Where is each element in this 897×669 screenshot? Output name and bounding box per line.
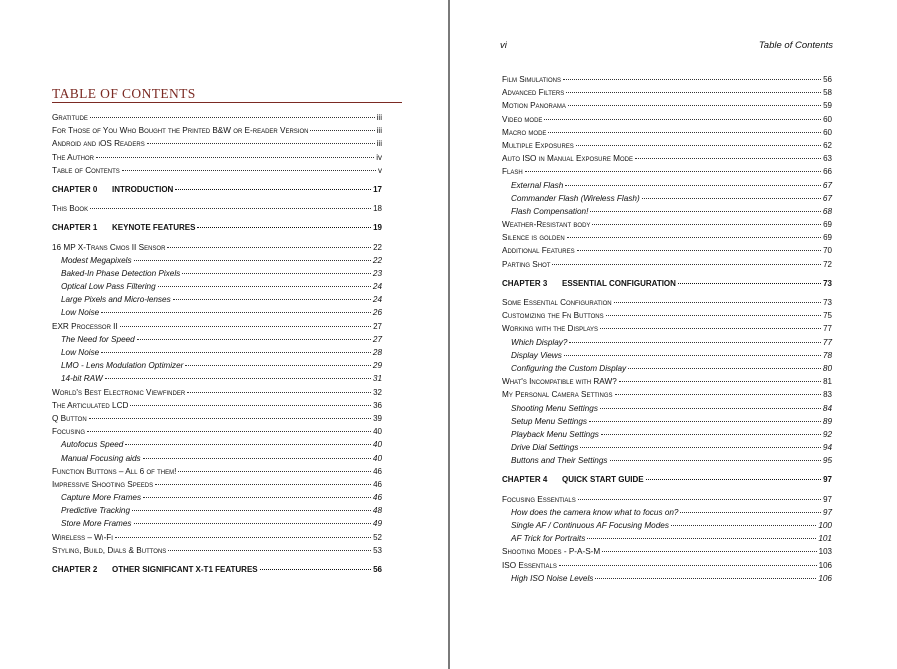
toc-entry-label: High ISO Noise Levels [511,573,594,583]
dot-leader [671,525,816,526]
toc-entry-label: EXR Processor II [52,321,118,331]
toc-entry-label: Baked-In Phase Detection Pixels [61,268,181,278]
toc-page-number: 89 [822,416,832,426]
toc-page-number: 18 [373,204,382,214]
toc-section-entry[interactable] [52,241,382,254]
toc-entry-label: Weather-Resistant body [502,220,591,230]
toc-section-entry[interactable] [502,375,832,388]
toc-page-number: 94 [822,443,832,453]
toc-page-number: 95 [822,456,832,466]
toc-entry-label: Configuring the Custom Display [511,363,627,373]
toc-section-entry[interactable] [502,139,832,152]
dot-leader [173,299,371,300]
dot-leader [310,130,374,131]
toc-page-number: 84 [822,403,832,413]
toc-page-number: 100 [818,521,832,530]
dot-leader [577,250,821,251]
left-toc-list [52,111,382,582]
left-page [0,0,448,669]
toc-entry-label: Capture More Frames [61,493,142,503]
toc-entry-label: Wireless – Wi-Fi [52,532,113,542]
toc-entry-label: Advanced Filters [502,88,565,98]
toc-page-number: iv [376,152,382,162]
toc-page-number: iii [376,139,382,149]
toc-page-number: 46 [373,466,382,476]
dot-leader [122,170,376,171]
dot-leader [602,551,816,552]
toc-entry-label: Auto ISO in Manual Exposure Mode [502,154,633,164]
toc-subsection-entry[interactable] [502,336,832,349]
toc-page-number: 67 [822,193,832,203]
toc-subsection-entry[interactable] [52,254,382,267]
toc-page-number: 39 [373,413,382,423]
toc-section-entry[interactable] [52,202,382,215]
dot-leader [158,286,371,287]
dot-leader [576,145,821,146]
toc-entry-label: Setup Menu Settings [511,416,588,426]
dot-leader [187,392,371,393]
toc-page-number: 97 [823,494,832,504]
toc-page-number: 106 [818,573,832,583]
toc-subsection-entry[interactable] [502,205,832,218]
toc-page-number: v [378,165,382,175]
toc-page-number: 60 [823,114,832,124]
dot-leader [182,273,371,274]
toc-subsection-entry[interactable] [502,506,832,519]
dot-leader [635,158,821,159]
chapter-title: QUICK START GUIDE [562,475,644,485]
toc-page-number: 80 [822,363,832,373]
toc-subsection-entry[interactable] [52,438,382,451]
toc-page-number: 24 [372,282,382,292]
toc-page-number: 106 [818,560,832,570]
toc-entry-label: Gratitude [52,113,88,122]
dot-leader [565,185,821,186]
toc-subsection-entry[interactable] [502,519,832,532]
dot-leader [548,132,821,133]
toc-page-number: 40 [372,453,382,463]
dot-leader [168,550,371,551]
dot-leader [601,434,821,435]
toc-entry-label: Q Button [52,413,87,423]
toc-entry-label: Motion Panorama [502,101,566,111]
toc-subsection-entry[interactable] [502,192,832,205]
dot-leader [96,157,374,158]
toc-subsection-entry[interactable] [502,415,832,428]
toc-section-entry[interactable] [52,111,382,124]
dot-leader [143,497,371,498]
toc-section-entry[interactable] [502,322,832,335]
toc-entry-label: AF Trick for Portraits [511,534,586,544]
toc-subsection-entry[interactable] [52,333,382,346]
toc-entry-label: Film Simulations [502,75,561,84]
dot-leader [646,479,821,480]
dot-leader [628,368,821,369]
right-page [450,0,897,669]
dot-leader [600,328,821,329]
toc-entry-label [502,277,676,290]
toc-page-number: 56 [373,565,382,574]
toc-entry-label: Large Pixels and Micro-lenses [61,295,171,305]
toc-entry-label: Styling, Build, Dials & Buttons [52,545,167,555]
dot-leader [134,260,371,261]
toc-page-number: 69 [823,233,832,243]
toc-page-number: 49 [372,519,382,529]
chapter-title: KEYNOTE FEATURES [112,223,196,233]
chapter-title: INTRODUCTION [112,184,174,194]
toc-entry-label: Which Display? [511,337,568,347]
toc-section-entry[interactable] [52,531,382,544]
toc-entry-label: Optical Low Pass Filtering [61,282,156,292]
toc-page-number: 103 [818,547,832,557]
toc-section-entry[interactable] [52,151,382,164]
dot-leader [134,523,371,524]
toc-page-number: 24 [372,295,382,305]
dot-leader [137,339,371,340]
toc-page-number: 58 [823,88,832,98]
toc-entry-label: Function Buttons – All 6 of them! [52,466,177,476]
chapter-number: CHAPTER 1 [52,223,98,233]
toc-entry-label: Drive Dial Settings [511,443,579,453]
dot-leader [155,484,371,485]
toc-chapter-entry[interactable] [52,563,382,576]
toc-entry-label: Flash Compensation! [511,206,589,216]
toc-page-number: iii [376,113,382,122]
toc-page-number: 68 [822,206,832,216]
toc-section-entry[interactable] [52,386,382,399]
toc-page-number: 56 [823,75,832,84]
toc-entry-label: Store More Frames [61,519,132,529]
toc-section-entry[interactable] [502,231,832,244]
toc-subsection-entry[interactable] [52,504,382,517]
toc-page-number: 77 [822,337,832,347]
toc-entry-label: How does the camera know what to focus on? [511,507,679,517]
toc-section-entry[interactable] [52,399,382,412]
toc-subsection-entry[interactable] [502,428,832,441]
toc-section-entry[interactable] [502,309,832,322]
dot-leader [120,326,371,327]
dot-leader [143,458,371,459]
toc-page-number: 22 [373,242,382,252]
dot-leader [552,264,821,265]
toc-entry-label: Display Views [511,350,562,360]
toc-entry-label: Customizing the Fn Buttons [502,311,604,321]
toc-section-entry[interactable] [502,244,832,257]
toc-entry-label: Focusing [52,427,86,437]
toc-entry-label [52,563,258,576]
dot-leader [147,143,375,144]
toc-entry-label: External Flash [511,180,564,190]
dot-leader [564,355,821,356]
toc-section-entry[interactable] [502,388,832,401]
toc-section-entry[interactable] [502,99,832,112]
toc-entry-label: For Those of You Who Bought the Printed B&W or E-reader Version [52,126,309,136]
toc-page-number: 97 [823,475,832,485]
toc-page-number: 26 [372,308,382,318]
toc-section-entry[interactable] [502,218,832,231]
toc-entry-label: 14-bit RAW [61,374,103,384]
toc-entry-label: Parting Shot [502,259,551,269]
toc-entry-label: World's Best Electronic Viewfinder [52,387,186,397]
toc-entry-label: Shooting Modes - P-A-S-M [502,547,601,557]
dot-leader [569,342,820,343]
toc-entry-label: Predictive Tracking [61,506,131,516]
toc-subsection-entry[interactable] [52,359,382,372]
toc-page-number: 53 [373,545,382,555]
toc-entry-label: Macro mode [502,127,547,137]
toc-section-entry[interactable] [502,258,832,271]
chapter-number: CHAPTER 3 [502,278,548,288]
dot-leader [592,224,821,225]
dot-leader [89,418,371,419]
right-toc-list [502,73,832,585]
toc-entry-label: Table of Contents [52,165,120,175]
toc-entry-label: LMO - Lens Modulation Optimizer [61,361,184,371]
toc-entry-label [502,473,644,486]
toc-page-number: 22 [372,255,382,265]
dot-leader [589,421,821,422]
dot-leader [606,315,821,316]
toc-page-number: 69 [823,220,832,230]
toc-page-number: 83 [823,390,832,400]
running-title: Table of Contents [758,40,833,51]
dot-leader [600,408,821,409]
toc-page-number: 23 [372,268,382,278]
toc-page-number: 60 [823,127,832,137]
toc-subsection-entry[interactable] [502,179,832,192]
toc-page-number: 46 [373,479,382,489]
toc-chapter-entry[interactable] [52,221,382,234]
toc-entry-label [52,183,173,196]
toc-page-number: 92 [822,429,832,439]
dot-leader [619,381,821,382]
toc-page-number: 72 [823,259,832,269]
toc-page-number: 78 [822,350,832,360]
toc-section-entry[interactable] [52,478,382,491]
toc-section-entry[interactable] [52,425,382,438]
toc-section-entry[interactable] [502,545,832,558]
toc-section-entry[interactable] [502,559,832,572]
toc-entry-label: The Need for Speed [61,334,135,344]
dot-leader [105,378,371,379]
dot-leader [610,460,821,461]
toc-section-entry[interactable] [52,465,382,478]
toc-page-number: 46 [372,493,382,503]
toc-section-entry[interactable] [502,296,832,309]
toc-page-number: 31 [372,374,382,384]
toc-entry-label: This Book [52,204,89,214]
toc-page-number: 70 [823,246,832,256]
toc-entry-label: Low Noise [61,308,100,318]
dot-leader [90,117,375,118]
dot-leader [115,537,371,538]
toc-entry-label: Impressive Shooting Speeds [52,479,154,489]
toc-page-number: 66 [823,167,832,177]
toc-section-entry[interactable] [52,412,382,425]
dot-leader [590,211,821,212]
dot-leader [125,444,371,445]
toc-entry-label: The Articulated LCD [52,400,129,410]
toc-entry-label: Video mode [502,114,543,124]
toc-entry-label: Modest Megapixels [61,255,132,265]
toc-page-number: 19 [373,223,382,233]
toc-entry-label: Focusing Essentials [502,494,576,504]
toc-entry-label: Working with the Displays [502,324,599,334]
chapter-title: OTHER SIGNIFICANT X-T1 FEATURES [112,565,258,574]
toc-section-entry[interactable] [52,137,382,150]
toc-page-number: 48 [372,506,382,516]
page-number: vi [500,40,507,51]
dot-leader [185,365,370,366]
toc-section-entry[interactable] [502,165,832,178]
toc-subsection-entry[interactable] [502,532,832,545]
toc-page-number: 40 [372,440,382,450]
dot-leader [578,499,821,500]
dot-leader [587,538,816,539]
toc-page-number: 32 [373,387,382,397]
toc-page-number: 81 [823,377,832,387]
dot-leader [132,510,371,511]
toc-page-number: 17 [373,184,382,194]
toc-entry-label: Single AF / Continuous AF Focusing Modes [511,521,669,530]
toc-entry-label [52,221,195,234]
toc-page-number: 52 [373,532,382,542]
toc-page-number: 36 [373,400,382,410]
toc-section-entry[interactable] [502,126,832,139]
toc-page-number: 73 [823,298,832,307]
toc-section-entry[interactable] [502,86,832,99]
toc-section-entry[interactable] [52,164,382,177]
chapter-number: CHAPTER 0 [52,184,98,194]
dot-leader [615,394,822,395]
toc-entry-label: Autofocus Speed [61,440,124,450]
dot-leader [559,565,817,566]
toc-entry-label: Commander Flash (Wireless Flash) [511,193,640,203]
toc-page-number: 63 [823,154,832,164]
toc-entry-label: Additional Features [502,246,575,256]
toc-subsection-entry[interactable] [502,441,832,454]
dot-leader [197,227,371,228]
toc-entry-label: My Personal Camera Settings [502,390,613,400]
dot-leader [614,302,821,303]
toc-entry-label: 16 MP X-Trans Cmos II Sensor [52,242,166,252]
dot-leader [678,283,821,284]
dot-leader [167,247,371,248]
toc-entry-label: The Author [52,152,94,162]
toc-subsection-entry[interactable] [52,306,382,319]
toc-subsection-entry[interactable] [52,372,382,385]
dot-leader [568,105,821,106]
toc-page-number: 75 [823,311,832,321]
toc-entry-label: Android and iOS Readers [52,139,145,149]
toc-page-number: 67 [822,180,832,190]
toc-page-number: 101 [818,534,832,544]
dot-leader [87,431,371,432]
toc-section-entry[interactable] [502,73,832,86]
dot-leader [260,569,371,570]
dot-leader [566,92,821,93]
dot-leader [101,352,371,353]
toc-subsection-entry[interactable] [52,267,382,280]
toc-section-entry[interactable] [52,544,382,557]
toc-page-number: 97 [822,507,832,517]
toc-subsection-entry[interactable] [502,362,832,375]
toc-page-number: 77 [823,324,832,334]
dot-leader [680,512,820,513]
toc-title: TABLE OF CONTENTS [52,86,402,103]
toc-section-entry[interactable] [52,124,382,137]
dot-leader [544,119,821,120]
dot-leader [525,171,821,172]
dot-leader [101,312,371,313]
toc-subsection-entry[interactable] [52,293,382,306]
chapter-number: CHAPTER 4 [502,475,548,485]
toc-entry-label: Flash [502,167,523,177]
toc-entry-label: Buttons and Their Settings [511,456,608,466]
toc-entry-label: ISO Essentials [502,560,557,570]
chapter-title: ESSENTIAL CONFIGURATION [562,278,676,288]
toc-chapter-entry[interactable] [52,183,382,196]
chapter-number: CHAPTER 2 [52,565,98,574]
toc-chapter-entry[interactable] [502,277,832,290]
toc-subsection-entry[interactable] [52,491,382,504]
toc-entry-label: What's Incompatible with RAW? [502,377,617,387]
toc-page-number: 27 [372,334,382,344]
toc-entry-label: Some Essential Configuration [502,298,612,307]
toc-page-number: 28 [372,348,382,357]
toc-section-entry[interactable] [52,320,382,333]
toc-page-number: iii [376,126,382,136]
toc-entry-label: Shooting Menu Settings [511,403,598,413]
toc-chapter-entry[interactable] [502,473,832,486]
dot-leader [90,208,371,209]
dot-leader [567,237,821,238]
dot-leader [595,578,816,579]
toc-subsection-entry[interactable] [52,280,382,293]
toc-page-number: 27 [373,321,382,331]
toc-subsection-entry[interactable] [52,346,382,359]
toc-subsection-entry[interactable] [502,572,832,585]
toc-section-entry[interactable] [502,113,832,126]
toc-subsection-entry[interactable] [52,517,382,530]
dot-leader [563,79,821,80]
toc-entry-label: Silence is golden [502,233,565,243]
dot-leader [642,198,821,199]
dot-leader [130,405,371,406]
toc-subsection-entry[interactable] [502,402,832,415]
toc-section-entry[interactable] [502,152,832,165]
toc-subsection-entry[interactable] [502,349,832,362]
toc-entry-label: Multiple Exposures [502,140,574,150]
toc-section-entry[interactable] [502,493,832,506]
toc-page-number: 29 [372,361,382,371]
toc-page-number: 73 [823,278,832,288]
toc-page-number: 62 [823,140,832,150]
toc-page-number: 40 [373,427,382,437]
toc-subsection-entry[interactable] [52,452,382,465]
toc-entry-label: Manual Focusing aids [61,453,141,463]
toc-subsection-entry[interactable] [502,454,832,467]
dot-leader [175,189,371,190]
toc-entry-label: Low Noise [61,348,100,357]
toc-page-number: 59 [823,101,832,111]
dot-leader [580,447,821,448]
dot-leader [178,471,371,472]
toc-entry-label: Playback Menu Settings [511,429,599,439]
